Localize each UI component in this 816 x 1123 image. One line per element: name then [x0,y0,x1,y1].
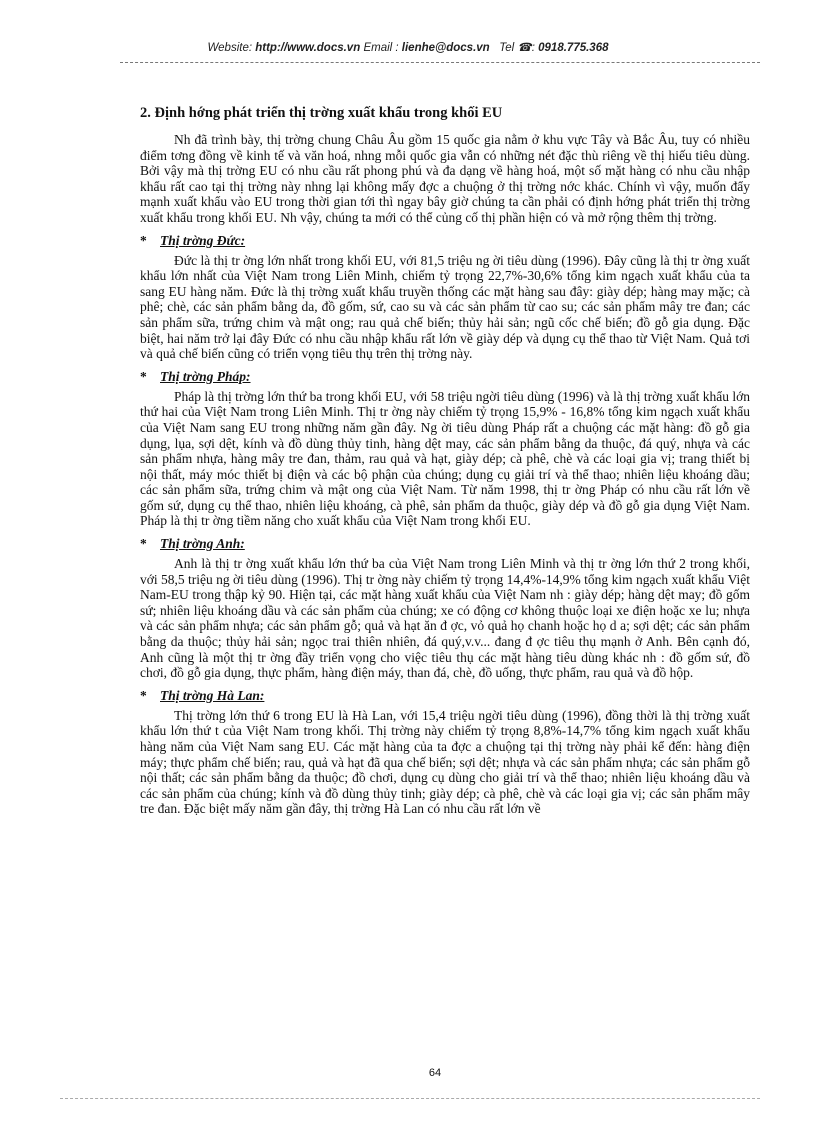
email-link[interactable]: lienhe@docs.vn [401,42,490,54]
subsection-title-text: Thị trờng Hà Lan: [160,687,265,703]
paragraph-france: Pháp là thị trờng lớn thứ ba trong khối EU, với 58 triệu ngời tiêu dùng (1996) và là thị trờng xuất khẩu lớn thứ hai của Việt Nam trong Liên Minh. Thị tr ờng này chiếm tỷ trọng 15,9% - 16,8% tổng kim ngạch xuất khẩu của Việt Nam sang EU trong những năm gần đây. Ng ời tiêu dùng Pháp rất a chuộng các mặt hàng: đồ gỗ gia dụng, lụa, sợi dệt, kính và đồ dùng thủy tinh, hàng dệt may, các sản phẩm bằng da thuộc, đá quý, nhựa và các sản phẩm nhựa, hàng mây tre đan, thảm, rau quả và hạt, giày dép; cà phê, chè và các loại gia vị; trang thiết bị nội thất, máy móc thiết bị điện và các bộ phận của chúng; dụng cụ giải trí và thể thao; nhiên liệu khoáng dầu; các sản phẩm sữa, trứng chim và mật ong của Việt Nam. Từ năm 1998, thị tr ờng Pháp có nhu cầu rất lớn về gốm sứ, dụng cụ thể thao, nhiên liệu khoáng, cà phê, sản phẩm da thuộc, giày dép và đồ gỗ gia dụng Việt Nam. Pháp là thị tr ờng tiềm năng cho xuất khẩu của Việt Nam trong khối EU. [140,388,750,529]
bullet-star-icon: * [140,232,147,248]
subsection-title-text: Thị trờng Đức: [160,232,246,248]
tel-label: Tel ☎: [499,42,535,54]
paragraph-germany: Đức là thị tr ờng lớn nhất trong khối EU, với 81,5 triệu ng ời tiêu dùng (1996). Đây cũng là thị tr ờng xuất khẩu lớn nhất của Việt Nam trong Liên Minh, chiếm tỷ trọng 22,7%-30,6% tổng kim ngạch xuất khẩu của ta sang EU hàng năm. Đức là thị trờng xuất khẩu truyền thống các mặt hàng sau đây: giày dép; hàng may mặc; cà phê; chè, các sản phẩm bằng da, đồ gốm, sứ, cao su và các sản phẩm từ cao su; các sản phẩm mây tre đan; các sản phẩm sữa, trứng chim và mật ong; rau quả chế biến; thủy hải sản; ngũ cốc chế biến; đồ gỗ gia dụng. Đặc biệt, hai năm trở lại đây Đức có nhu cầu nhập khẩu rất lớn về giày dép và dụng cụ thể thao từ Việt Nam. Quả tơi và quả chế biến cũng có triển vọng tiêu thụ trên thị trờng này. [140,252,750,362]
subsection-title-germany [140,232,750,249]
paragraph-uk: Anh là thị tr ờng xuất khẩu lớn thứ ba của Việt Nam trong Liên Minh và thị tr ờng lớn thứ 2 trong khối, với 58,5 triệu ng ời tiêu dùng (1996). Thị tr ờng này chiếm tỷ trọng 14,4%-14,9% tổng kim ngạch xuất khẩu Việt Nam-EU trong thập kỷ 90. Hiện tại, các mặt hàng xuất khẩu của Việt Nam nh : giày dép; hàng dệt may; đồ gốm sứ; nhiên liệu khoáng dầu và các sản phẩm của chúng; xe có động cơ không thuộc loại xe điện hoặc xe lu; nhựa và các sản phẩm nhựa; các sản phẩm gỗ; quả và hạt ăn đ ợc, vỏ quả họ chanh hoặc họ d a; sợi dệt; các sản phẩm bằng da thuộc; thủy hải sản; ngọc trai thiên nhiên, đá quý,v.v... đang đ ợc tiêu thụ mạnh ở Anh. Bên cạnh đó, Anh cũng là một thị tr ờng đầy triển vọng cho việc tiêu thụ các mặt hàng tiêu dùng khác nh : đồ gốm sứ, đồ chơi, đồ gỗ gia dụng, thực phẩm, hàng điện máy, than đá, chè, đồ uống, thực phẩm, rau quả và đồ hộp. [140,556,750,681]
header-divider [120,62,760,63]
subsection-title-netherlands [140,687,750,704]
subsection-title-uk [140,535,750,552]
website-label: Website: [207,42,253,54]
section-heading: 2. Định hớng phát triển thị trờng xuất khẩu trong khối EU [140,105,503,121]
tel-number: 0918.775.368 [538,42,609,54]
footer-divider [60,1098,760,1099]
intro-paragraph: Nh đã trình bày, thị trờng chung Châu Âu gồm 15 quốc gia nằm ở khu vực Tây và Bắc Âu, tuy có nhiều điểm tơng đồng về kinh tế và văn hoá, nhng mỗi quốc gia vẫn có những nét đặc thù riêng về thị hiếu tiêu dùng. Bởi vậy mà thị trờng EU có nhu cầu rất phong phú và đa dạng về hàng hoá, một số mặt hàng có nhu cầu nhập khẩu rất cao tại thị trờng này nhng lại không mấy đợc a chuộng ở thị trờng nớc khác. Chính vì vậy, muốn đẩy mạnh xuất khẩu vào EU trong thời gian tới thì ngay bây giờ chúng ta cần phải có định hớng phát triển thị trờng xuất khẩu trong khối EU. Nh vậy, chúng ta mới có thể củng cố thị phần hiện có và mở rộng thêm thị trờng. [140,132,750,225]
subsection-title-text: Thị trờng Anh: [160,536,245,552]
subsection-title-france [140,368,750,385]
page-header [0,40,816,54]
bullet-star-icon: * [140,687,147,703]
website-link[interactable]: http://www.docs.vn [255,42,361,54]
bullet-star-icon: * [140,536,147,552]
page-number: 64 [428,1067,442,1079]
bullet-star-icon: * [140,368,147,384]
subsection-title-text: Thị trờng Pháp: [160,368,251,384]
document-body [140,104,750,823]
email-label: Email : [363,42,399,54]
paragraph-netherlands: Thị trờng lớn thứ 6 trong EU là Hà Lan, với 15,4 triệu ngời tiêu dùng (1996), đồng thời là thị trờng xuất khẩu lớn thứ t của Việt Nam trong khối. Thị trờng này chiếm tỷ trọng 8,8%-14,7% tổng kim ngạch xuất khẩu hàng năm của Việt Nam sang EU. Các mặt hàng của ta đợc a chuộng tại thị trờng này phải kể đến: hàng điện máy; thực phẩm chế biến; rau, quả và hạt đã qua chế biến; sợi dệt; nhựa và các sản phẩm nhựa; các sản phẩm gỗ nội thất; các sản phẩm bằng da thuộc; đồ chơi, dụng cụ dùng cho giải trí và thể thao; nhiên liệu khoáng dầu và các sản phẩm của chúng; kính và đồ dùng thủy tinh; giày dép; cà phê, chè và các loại gia vị; các sản phẩm mây tre đan. Đặc biệt mấy năm gần đây, thị trờng Hà Lan có nhu cầu rất lớn về [140,707,750,817]
